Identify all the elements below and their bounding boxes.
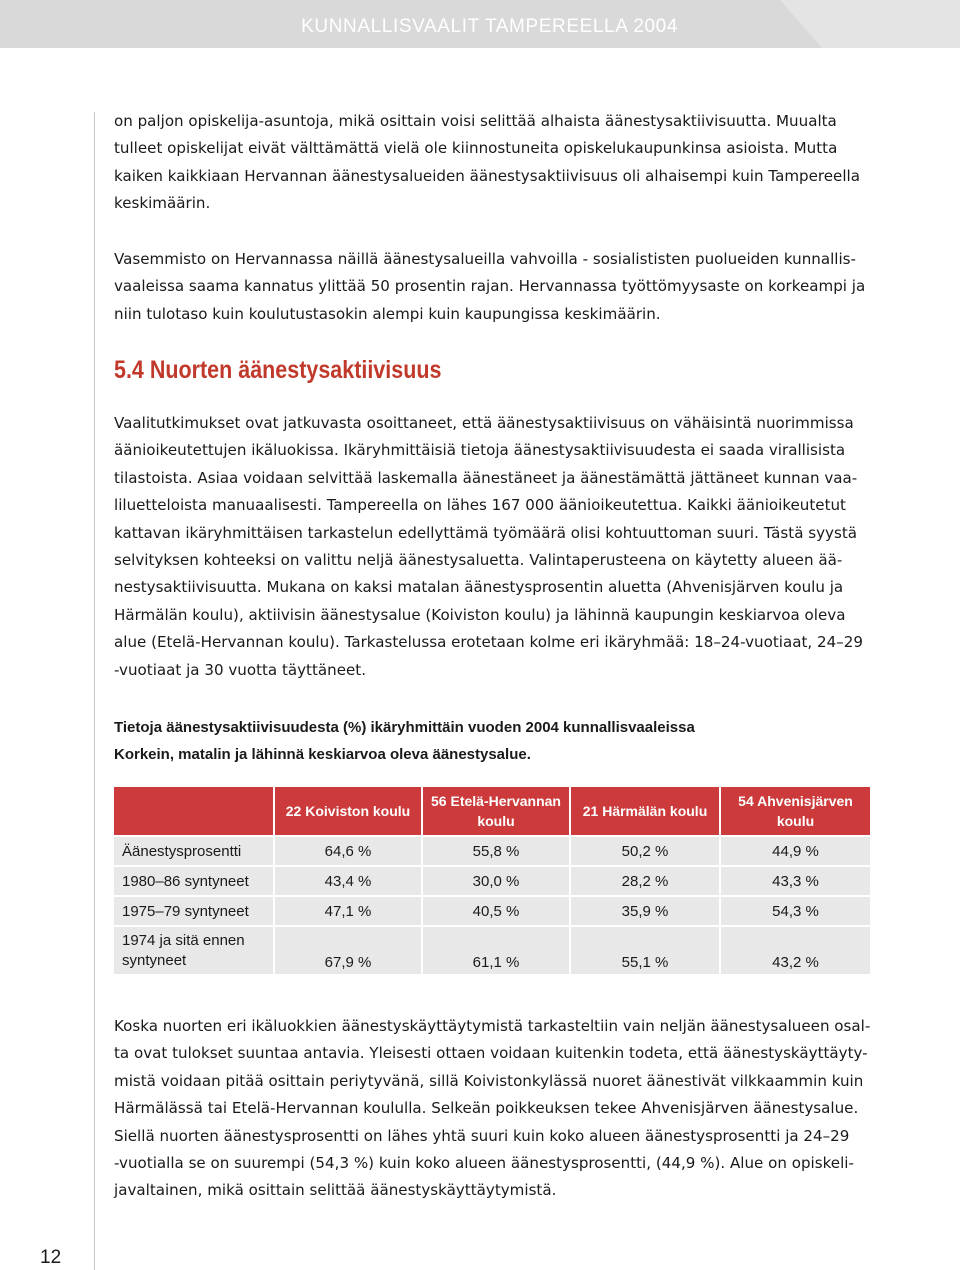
table-row (114, 836, 870, 866)
row-label: Äänestysprosentti (114, 836, 274, 866)
table-cell: 55,1 % (570, 926, 720, 974)
table-cell: 43,4 % (274, 866, 422, 896)
column-header: 21 Härmälän koulu (570, 787, 720, 836)
page-number: 12 (40, 1247, 62, 1268)
table-header-row (114, 787, 870, 836)
text-line: nestysaktiivisuutta. Mukana on kaksi matalan äänestysprosentin aluetta (Ahvenisjärven koulu ja (114, 578, 844, 597)
text-line: ta ovat tulokset suuntaa antavia. Yleisesti ottaen voidaan kuitenkin todeta, että äänestyskäyttäyty- (114, 1044, 868, 1063)
text-line: Vasemmisto on Hervannassa näillä äänestysalueilla vahvoilla - sosialististen puolueiden kunnallis- (114, 250, 856, 268)
column-header: 22 Koiviston koulu (274, 787, 422, 836)
table-cell: 30,0 % (422, 866, 570, 896)
text-line: liluetteloista manuaalisesti. Tampereella on lähes 167 000 äänioikeutettua. Kaikki äänioikeutetut (114, 496, 846, 515)
table-cell: 50,2 % (570, 836, 720, 866)
paragraph-4 (114, 1013, 874, 1205)
table-caption-line: Tietoja äänestysaktiivisuudesta (%) ikäryhmittäin vuoden 2004 kunnallisvaaleissa (114, 719, 695, 736)
table-row (114, 866, 870, 896)
text-line: tilastoista. Asiaa voidaan selvittää laskemalla äänestäneet ja äänestämättä jättäneet kunnan vaa- (114, 468, 858, 487)
table-caption-line: Korkein, matalin ja lähinnä keskiarvoa oleva äänestysalue. (114, 746, 531, 763)
margin-rule (94, 112, 95, 1270)
table-cell: 43,3 % (720, 866, 870, 896)
column-header (114, 787, 274, 836)
column-header: 54 Ahvenisjärven koulu (720, 787, 870, 836)
row-label: 1974 ja sitä ennen syntyneet (114, 926, 274, 974)
table-row (114, 926, 870, 974)
text-line: alue (Etelä-Hervannan koulu). Tarkastelussa erotetaan kolme eri ikäryhmää: 18–24-vuotiaat, 24–29 (114, 633, 863, 652)
paragraph-1 (114, 108, 874, 218)
row-label: 1980–86 syntyneet (114, 866, 274, 896)
text-line: kaiken kaikkiaan Hervannan äänestysalueiden äänestysaktiivisuus oli alhaisempi kuin Tampereella (114, 166, 860, 185)
table-cell: 67,9 % (274, 926, 422, 974)
text-line: kattavan ikäryhmittäisen tarkastelun edellyttämä työmäärä olisi kohtuuttoman suuri. Tästä syystä (114, 523, 858, 542)
text-line: selvityksen kohteeksi on valittu neljä äänestysaluetta. Valintaperusteena on käytetty alueen ää- (114, 551, 843, 570)
table-cell: 35,9 % (570, 896, 720, 926)
text-line: Härmälässä tai Etelä-Hervannan koululla. Selkeän poikkeuksen tekee Ahvenisjärven äänestysalue. (114, 1099, 859, 1118)
table-cell: 40,5 % (422, 896, 570, 926)
table-cell: 43,2 % (720, 926, 870, 974)
text-line: Vaalitutkimukset ovat jatkuvasta osoittaneet, että äänestysaktiivisuus on vähäisintä nuorimmissa (114, 414, 854, 432)
results-table (114, 787, 870, 974)
text-line: -vuotiaat ja 30 vuotta täyttäneet. (114, 660, 367, 679)
text-line: Siellä nuorten äänestysprosentti on lähes yhtä suuri kuin koko alueen äänestysprosentti ja 24–29 (114, 1126, 850, 1145)
text-line: niin tulotaso kuin koulutustasokin alempi kuin kaupungissa keskimäärin. (114, 304, 661, 323)
text-line: javaltainen, mikä osittain selittää äänestyskäyttäytymistä. (114, 1181, 557, 1200)
table-cell: 61,1 % (422, 926, 570, 974)
table-cell: 64,6 % (274, 836, 422, 866)
paragraph-3 (114, 410, 874, 684)
text-line: Härmälän koulu), aktiivisin äänestysalue (Koiviston koulu) ja lähinnä kaupungin keskiarvoa oleva (114, 605, 846, 624)
text-line: keskimäärin. (114, 194, 211, 213)
table-cell: 47,1 % (274, 896, 422, 926)
table-row (114, 896, 870, 926)
table-caption (114, 714, 695, 768)
table-cell: 54,3 % (720, 896, 870, 926)
text-line: tulleet opiskelijat eivät välttämättä vielä ole kiinnostuneita opiskelukaupunkinsa asioista. Mutta (114, 139, 838, 158)
running-head: KUNNALLISVAALIT TAMPEREELLA 2004 (301, 16, 678, 37)
header-band (0, 0, 960, 48)
text-line: mistä voidaan pitää osittain periytyvänä, sillä Koivistonkylässä nuoret äänestivät vilkkaammin kuin (114, 1071, 864, 1090)
table-cell: 55,8 % (422, 836, 570, 866)
table-cell: 44,9 % (720, 836, 870, 866)
section-heading: 5.4 Nuorten äänestysaktiivisuus (114, 356, 442, 384)
text-line: -vuotialla se on suurempi (54,3 %) kuin koko alueen äänestysprosentti, (44,9 %). Alue on opiskeli- (114, 1154, 854, 1173)
text-line: vaaleissa saama kannatus ylittää 50 prosentin rajan. Hervannassa työttömyysaste on korkeampi ja (114, 277, 866, 296)
text-line: Koska nuorten eri ikäluokkien äänestyskäyttäytymistä tarkasteltiin vain neljän äänestysalueen osal- (114, 1017, 871, 1035)
row-label: 1975–79 syntyneet (114, 896, 274, 926)
text-line: on paljon opiskelija-asuntoja, mikä osittain voisi selittää alhaista äänestysaktiivisuutta. Muualta (114, 112, 837, 130)
column-header: 56 Etelä-Hervannan koulu (422, 787, 570, 836)
text-line: äänioikeutettujen ikäluokissa. Ikäryhmittäisiä tietoja äänestysaktiivisuudesta ei saada virallisista (114, 441, 846, 460)
table-cell: 28,2 % (570, 866, 720, 896)
paragraph-2 (114, 246, 874, 328)
